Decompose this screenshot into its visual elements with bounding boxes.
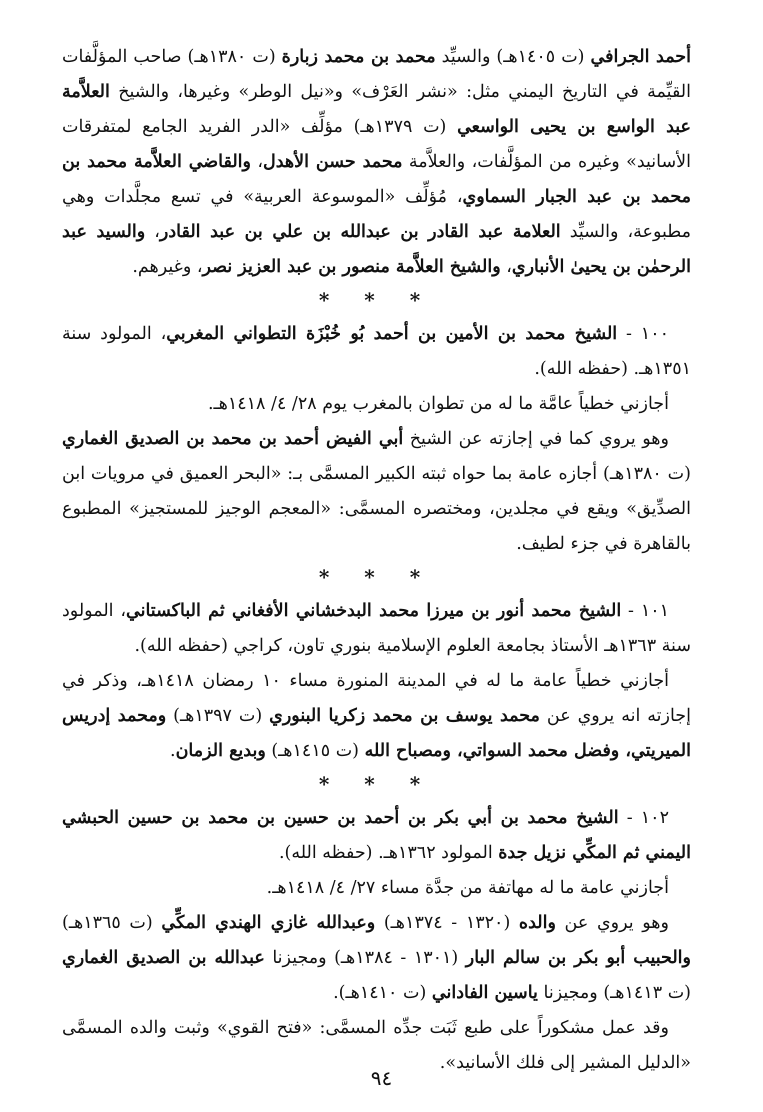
page-number: ٩٤ (370, 1066, 393, 1090)
text-run: أجازني عامة ما له مهاتفة من جدَّة مساء ٢٧/ ٤/ ١٤١٨هـ. (266, 878, 669, 898)
text-run: (ت ١٣٨٠هـ) صاحب المؤلَّفات القيِّمة في التاريخ اليمني مثل: «نشر العَرْف» و«نيل الوطر» وغيرها، والشيخ (62, 47, 691, 102)
paragraph (62, 422, 691, 562)
text-run: (ت ١٤١٥هـ) (265, 741, 365, 761)
text-run: (١٣٢٠ - ١٣٧٤هـ) (375, 913, 519, 933)
paragraph (62, 906, 691, 1011)
bold-name-run: عبدالله بن الصديق الغماري (62, 948, 265, 968)
text-run: وهو يروي كما في إجازته عن الشيخ (403, 429, 669, 449)
bold-name-run: العلامة عبد القادر بن عبدالله بن علي بن عبد القادر (159, 222, 561, 242)
text-run: ، مُؤلِّف «الموسوعة العربية» في تسع مجلَّدات وهي مطبوعة، والسيِّد (62, 187, 692, 242)
text-run: أجازني خطياً عامة ما له في المدينة المنورة مساء ١٠ رمضان ١٤١٨هـ، وذكر في إجازته انه يروي عن (62, 671, 691, 726)
text-run: ، وغيرهم. (132, 257, 203, 277)
text-run: (ت ١٣٨٠هـ) أجازه عامة بما حواه ثبته الكبير المسمَّى بـ: «البحر العميق في مرويات ابن الصدِّيق» ويقع في مجلدين، ومختصره المسمَّى: «المعجم الوجيز للمستجيز» المطبوع بالقاهرة في جزء لطيف. (62, 464, 691, 554)
text-run: (ت ١٤٠٥هـ) والسيِّد (435, 47, 591, 67)
bold-name-run: والحبيب أبو بكر بن سالم البار (465, 948, 691, 968)
bold-name-run: محمد حسن الأهدل (263, 152, 403, 172)
bold-name-run: والسيد عبد الرحمٰن بن يحيىٰ الأنباري (62, 222, 691, 277)
bold-name-run: الشيخ محمد بن أبي بكر بن أحمد بن حسين بن محمد بن حسين الحبشي اليمني ثم المكِّي نزيل جدة (62, 808, 691, 863)
bold-name-run: وعبدالله غازي الهندي المكِّي (161, 913, 376, 933)
bold-name-run: الشيخ محمد أنور بن ميرزا محمد البدخشاني الأفغاني ثم الباكستاني (126, 601, 622, 621)
section-separator: * * * (318, 565, 435, 589)
bold-name-run: والشيخ العلاَّمة منصور بن عبد العزيز نصر (202, 257, 501, 277)
text-run: المولود ١٣٦٢هـ. (حفظه الله). (278, 843, 499, 863)
section-separator: * * * (318, 772, 435, 796)
text-run: ، (251, 152, 264, 172)
paragraph (62, 801, 691, 871)
text-run: ، المولود سنة ١٣٥١هـ. (حفظه الله). (62, 324, 691, 379)
bold-name-run: أبي الفيض أحمد بن محمد بن الصديق الغماري (62, 429, 404, 449)
bold-name-run: والده (518, 913, 556, 933)
bold-name-run: أحمد الجرافي (590, 47, 691, 67)
section-separator: * * * (318, 288, 435, 312)
text-run: ، (500, 257, 512, 277)
text-run: ١٠٠ - (617, 324, 669, 344)
text-run: (ت ١٣٦٥هـ) (62, 913, 162, 933)
paragraph (62, 387, 691, 422)
bold-name-run: محمد بن محمد زبارة (281, 47, 436, 67)
bold-name-run: محمد يوسف بن محمد زكريا البنوري (269, 706, 540, 726)
paragraph (62, 594, 691, 664)
text-run: أجازني خطياً عامَّة ما له من تطوان بالمغرب يوم ٢٨/ ٤/ ١٤١٨هـ. (207, 394, 669, 414)
text-run: ، (145, 222, 160, 242)
bold-name-run: الشيخ محمد بن الأمين بن أحمد بُو خُبْزَة التطواني المغربي (166, 324, 618, 344)
text-run: (ت ١٤١٠هـ). (333, 983, 432, 1003)
text-run: (ت ١٤١٣هـ) ومجيزنا (537, 983, 691, 1003)
text-run: (١٣٠١ - ١٣٨٤هـ) ومجيزنا (264, 948, 466, 968)
text-run: ١٠٢ - (618, 808, 669, 828)
text-run: (ت ١٣٩٧هـ) (166, 706, 270, 726)
text-run: وهو يروي عن (555, 913, 669, 933)
paragraph (62, 40, 691, 285)
text-run: وقد عمل مشكوراً على طبع ثَبَت جدِّه المسمَّى: «فتح القوي» وثبت والده المسمَّى «الدليل المشير إلى فلك الأسانيد». (62, 1018, 691, 1073)
text-run: ، المولود سنة ١٣٦٣هـ الأستاذ بجامعة العلوم الإسلامية بنوري تاون، كراجي (حفظه الله). (62, 601, 691, 656)
bold-name-run: وبديع الزمان (175, 741, 266, 761)
paragraph (62, 317, 691, 387)
bold-name-run: ومحمد إدريس الميريتي، وفضل محمد السواتي، ومصباح الله (62, 706, 691, 761)
bold-name-run: العلاَّمة عبد الواسع بن يحيى الواسعي (62, 82, 691, 137)
text-run: . (170, 741, 176, 761)
bold-name-run: ياسين الفاداني (431, 983, 538, 1003)
page-body (62, 40, 691, 1081)
paragraph (62, 871, 691, 906)
paragraph (62, 664, 691, 769)
text-run: ١٠١ - (621, 601, 670, 621)
text-run: (ت ١٣٧٩هـ) مؤلِّف «الدر الفريد الجامع لمتفرقات الأسانيد» وغيره من المؤلَّفات، والعلاَّمة (62, 117, 691, 172)
bold-name-run: والقاضي العلاَّمة محمد بن محمد بن عبد الجبار السماوي (62, 152, 691, 207)
